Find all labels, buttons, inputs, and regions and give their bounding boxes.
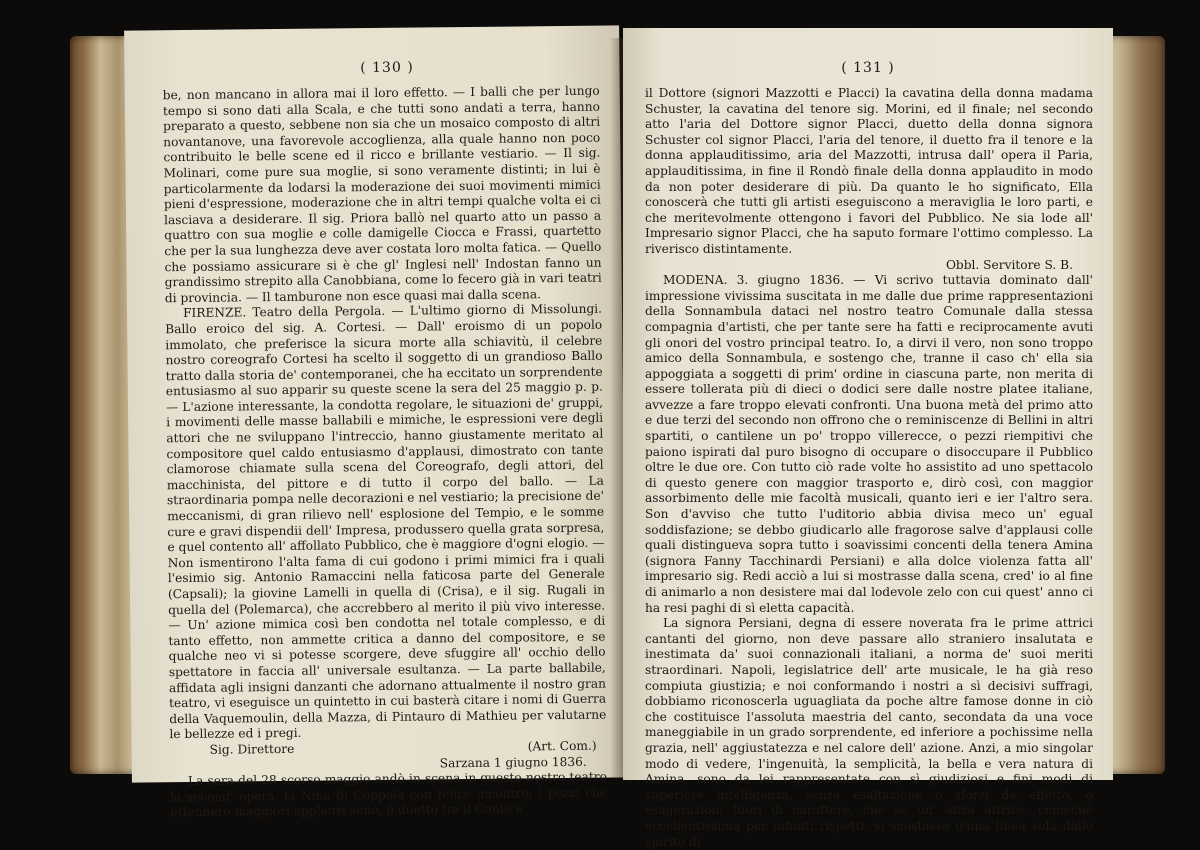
- closing-signature: Obbl. Servitore S. B.: [945, 257, 1073, 272]
- paragraph-sarzana: La sera del 28 scorso maggio andò in scena in questo nostro teatro la second' opera, la Nina di Coppola con felice incontro; i pezzi che ottennero maggiori applausi sono, il duetto fra il Conte e: [170, 769, 608, 820]
- paragraph-persiani: La signora Persiani, degna di essere noverata fra le prime attrici cantanti del giorno, non deve passare allo straniero insalutata e inestimata da' suoi connazionali italiani, a norma de' suoi meriti straordinari. Napoli, legislatrice dell' arte musicale, le ha già reso compiuta giustizia; e noi conformando i nostri a sì decisivi suffragi, dobbiamo riconoscerla uguagliata da poche altre famose donne in ciò che costituisce l'assoluta maestria del canto, secondata da una voce maneggiabile in un grado sorprendente, ed inferiore a pochissime nella grazia, nell' aggiustatezza e nel calore dell' azione. Anzi, a mio singolar modo di vedere, l'ingenuità, la semplicità, la bella e vera natura di Amina, sono da lei rappresentate con sì giudiziosi e fini modi di superiore intelligenza, senza esaltazione o sforzi da effetto, o esagerazioni fuori di carattere, che se un' altra attrice, comechè eccellentissima per infiniti rispetti, si scostasse d'una linea sola dallo spirito di: [645, 616, 1093, 849]
- left-page: [124, 25, 627, 820]
- right-page-body: [623, 86, 1113, 850]
- paragraph-firenze: FIRENZE. Teatro della Pergola. — L'ultimo giorno di Missolungi. Ballo eroico del sig. A. Cortesi. — Dall' eroismo di un popolo immolato, che preferisce la sicura morte alla schiavitù, il celebre nostro coreografo Cortesi ha scelto il soggetto di un grandioso Ballo tratto dalla storia de' contemporanei, che ha eccitato un sorprendente entusiasmo al suo apparir su queste scene la sera del 25 maggio p. p. — L'azione interessante, la condotta regolare, le situazioni de' gruppi, i movimenti delle masse ballabili e mimiche, le espressioni vere degli attori che ne sviluppano l'intreccio, hanno giustamente meritato al compositore quel caldo entusiasmo d'applausi, dimostrato con tante clamorose chiamate sulla scena del Coreografo, degli attori, del macchinista, del pittore e di tutto il corpo del ballo. — La straordinaria pompa nelle decorazioni e nel vestiario; la precisione de' meccanismi, di gran rilievo nell' esplosione del Tempio, e le somme cure e gravi dispendii dell' Impresa, produssero quella grata sorpresa, e quel contento all' affollato Pubblico, che è maggiore d'ogni elogio. — Non ismentirono l'alta fama di cui godono i primi mimici fra i quali l'esimio sig. Antonio Ramaccini nella faticosa parte del Generale (Capsali); la giovine Lamelli in quella di (Crisa), e il sig. Rugali in quella del (Polemarca), che accrebbero al merito il più vivo interesse. — Un' azione mimica così ben condotta nel totale complesso, e di tanto effetto, non ammette critica a danno del compositore, e se qualche neo vi si potesse scorgere, deve sfuggire all' occhio dello spettatore in faccia all' universale esultanza. — La parte ballabile, affidata agli insigni danzanti che adornano attualmente il nostro gran teatro, vi eseguisce un quintetto in cui basterà citare i nomi di Guerra della Vaquemoulin, della Mazza, di Pintauro di Mathieu per valutarne le bellezze ed i pregi.: [165, 301, 607, 742]
- paragraph-milano: be, non mancano in allora mai il loro effetto. — I balli che per lungo tempo si sono dati alla Scala, e che tutti sono andati a terra, hanno preparato a questo, sebbene non sia che un mosaico composto di altri novantanove, una favorevole accoglienza, alla quale hanno non poco contribuito le belle scene ed il ricco e brillante vestiario. — Il sig. Molinari, come pure sua moglie, si sono veramente distinti; in lui è particolarmente da lodarsi la moderazione dei suoi movimenti mimici pieni d'espressione, moderazione che in altri tempi qualche volta ei ci lasciava a desiderare. Il sig. Priora ballò nel quarto atto un passo a quattro con sua moglie e colle damigelle Ciocca e Frassi, quartetto che per la sua lunghezza deve aver costata loro molta fatica. — Quello che possiamo assicurare si è che gl' Inglesi nell' Indostan fanno un grandissimo strepito alla Canobbiana, come lo fecero già in vari teatri di provincia. — Il tamburone non esce quasi mai dalla scena.: [162, 83, 602, 305]
- paragraph-modena: MODENA. 3. giugno 1836. — Vi scrivo tuttavia dominato dall' impressione vivissima suscitata in me dalle due prime rappresentazioni della Sonnambula dataci nel nostro teatro Comunale dalla stessa compagnia d'artisti, che per tante sere ha fatti e reciprocamente avuti gli onori del vostro principal teatro. Io, a dirvi il vero, non sono troppo amico della Sonnambula, e sostengo che, tranne il caso ch' ella sia appoggiata a soggetti di prim' ordine in ciascuna parte, non merita di essere tollerata più di dieci o dodici sere dalle nostre platee italiane, avvezze a fare troppo elevati confronti. Una buona metà del primo atto e due terzi del secondo non offrono che o reminiscenze di Bellini in altri spartiti, o cantilene un po' troppo villerecce, o pezzi riempitivi che paiono ispirati dal puro bisogno di occupare o disoccupare il Pubblico oltre le due ore. Con tutto ciò rade volte ho assistito ad uno spettacolo di questo genere con maggior trasporto e, dirò così, con maggior assorbimento delle mie facoltà musicali, quanto ieri e ier l'altro sera. Son d'avviso che tutto l'uditorio abbia divisa meco un' egual soddisfazione; se debbo giudicarlo alle fragorose salve d'applausi colle quali distingueva sopra tutto i soavissimi concenti della tenera Amina (signora Fanny Tacchinardi Persiani) e alla dolce violenza fatta all' impresario sig. Redi acciò a lui si mostrasse dalla scena, cred' io al fine di animarlo a non desistere mai dal lodevole zelo con cui quest' anno ci ha resi paghi di sì eletta capacità.: [645, 273, 1093, 615]
- right-page: [623, 28, 1113, 849]
- left-page-body: [125, 83, 628, 821]
- dateline-sarzana: Sarzana 1 giugno 1836.: [439, 754, 587, 770]
- signature-left: Sig. Direttore: [209, 741, 295, 757]
- page-number-left: ( 130 ): [360, 59, 414, 77]
- page-number-right: ( 131 ): [841, 60, 895, 76]
- signature-right: (Art. Com.): [527, 738, 597, 754]
- open-book: [70, 18, 1165, 849]
- paragraph-continuation: il Dottore (signori Mazzotti e Placci) la cavatina della donna madama Schuster, la cavatina del tenore sig. Morini, ed il finale; nel secondo atto l'aria del Dottore signor Placci, duetto della donna signora Schuster col signor Placci, l'aria del tenore, il duetto fra il tenore e la donna applauditissimo, aria del Mazzotti, intrusa dall' opera il Paria, applauditissima, in fine il Rondò finale della donna applaudito in modo da non poter desiderare di più. Da quanto le ho significato, Ella conoscerà che tutti gli artisti eseguiscono a meraviglia le loro parti, e che meritevolmente ottengono i favori del Pubblico. Ne sia lode all' Impresario signor Placci, che ha saputo formare l'ottimo complesso. La riverisco distintamente.: [645, 86, 1093, 256]
- right-page-edges: [1107, 36, 1165, 774]
